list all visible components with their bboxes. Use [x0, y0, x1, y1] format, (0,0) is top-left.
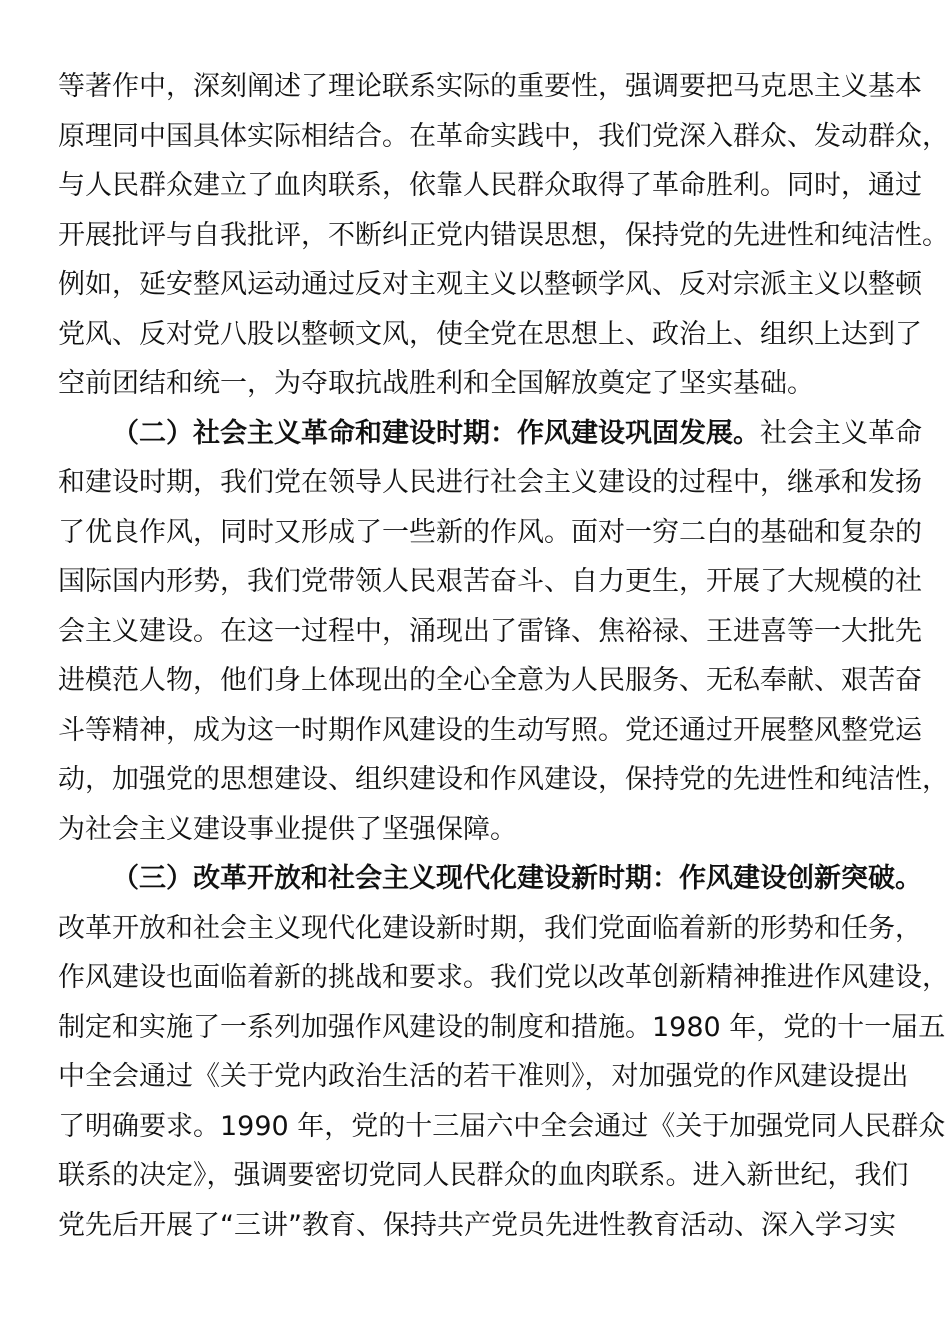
paragraph-line: 改革开放和社会主义现代化建设新时期，我们党面临着新的形势和任务， [58, 912, 922, 944]
paragraph-line: 空前团结和统一，为夺取抗战胜利和全国解放奠定了坚实基础。 [58, 368, 814, 399]
paragraph-line: 中全会通过《关于党内政治生活的若干准则》，对加强党的作风建设提出 [58, 1061, 909, 1092]
document-body [58, 62, 949, 1250]
paragraph-line: 了优良作风，同时又形成了一些新的作风。面对一穷二白的基础和复杂的 [58, 516, 922, 548]
paragraph-line: 例如，延安整风运动通过反对主观主义以整顿学风、反对宗派主义以整顿 [58, 269, 922, 300]
section-2-first-line-text: 社会主义革命 [760, 417, 922, 449]
paragraph-line: 党先后开展了“三讲”教育、保持共产党员先进性教育活动、深入学习实 [58, 1209, 896, 1241]
paragraph-line: 和建设时期，我们党在领导人民进行社会主义建设的过程中，继承和发扬 [58, 467, 922, 498]
paragraph-line: 为社会主义建设事业提供了坚强保障。 [58, 813, 517, 845]
paragraph-line: 了明确要求。1990 年，党的十三届六中全会通过《关于加强党同人民群众 [58, 1110, 946, 1142]
paragraph-line: 开展批评与自我批评，不断纠正党内错误思想，保持党的先进性和纯洁性。 [58, 219, 949, 251]
paragraph-line: 制定和实施了一系列加强作风建设的制度和措施。1980 年，党的十一届五 [58, 1011, 946, 1043]
paragraph-line: 等著作中，深刻阐述了理论联系实际的重要性，强调要把马克思主义基本 [58, 71, 922, 102]
paragraph-line: 国际国内形势，我们党带领人民艰苦奋斗、自力更生，开展了大规模的社 [58, 566, 922, 597]
paragraph-line: 原理同中国具体实际相结合。在革命实践中，我们党深入群众、发动群众， [58, 120, 949, 152]
paragraph-line: 作风建设也面临着新的挑战和要求。我们党以改革创新精神推进作风建设， [58, 962, 949, 993]
paragraph-line: 进模范人物，他们身上体现出的全心全意为人民服务、无私奉献、艰苦奋 [58, 665, 922, 696]
paragraph-line: 与人民群众建立了血肉联系，依靠人民群众取得了革命胜利。同时，通过 [58, 170, 922, 201]
paragraph-line: 会主义建设。在这一过程中，涌现出了雷锋、焦裕禄、王进喜等一大批先 [58, 615, 922, 647]
paragraph-line: 联系的决定》，强调要密切党同人民群众的血肉联系。进入新世纪，我们 [58, 1160, 909, 1191]
section-2-heading: （二）社会主义革命和建设时期：作风建设巩固发展。 [112, 417, 760, 449]
section-3-heading: （三）改革开放和社会主义现代化建设新时期：作风建设创新突破。 [112, 863, 922, 894]
paragraph-line: 斗等精神，成为这一时期作风建设的生动写照。党还通过开展整风整党运 [58, 714, 922, 746]
section-2-first-line [58, 409, 922, 459]
paragraph-line: 动，加强党的思想建设、组织建设和作风建设，保持党的先进性和纯洁性， [58, 764, 949, 795]
paragraph-line: 党风、反对党八股以整顿文风，使全党在思想上、政治上、组织上达到了 [58, 318, 922, 350]
